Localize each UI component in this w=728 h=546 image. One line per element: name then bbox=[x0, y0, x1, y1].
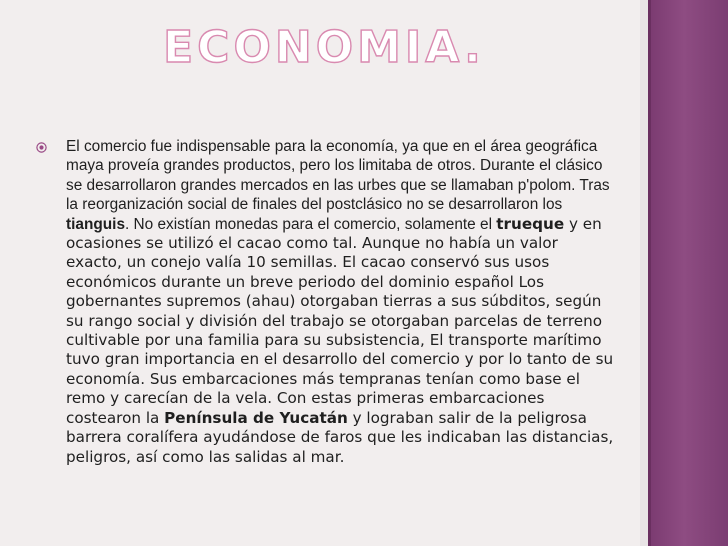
term-tianguis: tianguis bbox=[66, 215, 125, 233]
term-trueque: trueque bbox=[496, 214, 565, 233]
side-edge bbox=[640, 0, 648, 546]
paragraph-text-2: . No existían monedas para el comercio, solamente el bbox=[125, 215, 497, 233]
body-paragraph bbox=[66, 137, 614, 467]
paragraph-text-3: y en ocasiones se utilizó el cacao como tal. Aunque no había un valor exacto, un conejo valía 10 semillas. El cacao conservó sus usos económicos durante un breve periodo del dominio español Los gobernantes supremos (ahau) otorgaban tierras a sus súbditos, según su rango social y división del trabajo se otorgaban parcelas de terreno cultivable por una familia para su subsistencia, El transporte marítimo tuvo gran importancia en el desarrollo del comercio y por lo tanto de su economía. Sus embarcaciones más tempranas tenían como base el remo y carecían de la vela. Con estas primeras embarcaciones costearon la bbox=[66, 214, 614, 427]
term-peninsula-de-yucatan: Península de Yucatán bbox=[164, 408, 348, 427]
content-area bbox=[36, 137, 614, 467]
slide-title: ECONOMIA. bbox=[163, 22, 485, 73]
circle-dot-icon bbox=[36, 142, 47, 153]
paragraph-text-1: El comercio fue indispensable para la economía, ya que en el área geográfica maya proveía grandes productos, pero los limitaba de otros. Durante el clásico se desarrollaron grandes mercados en las urbes que se llamaban p'polom. Tras la reorganización social de finales del postclásico no se desarrollaron los bbox=[66, 138, 610, 214]
paragraph-text-4: y lograban salir de la peligrosa barrera coralífera ayudándose de faros que les indicaban las distancias, peligros, así como las salidas al mar. bbox=[66, 408, 614, 466]
decorative-side-bar bbox=[648, 0, 728, 546]
